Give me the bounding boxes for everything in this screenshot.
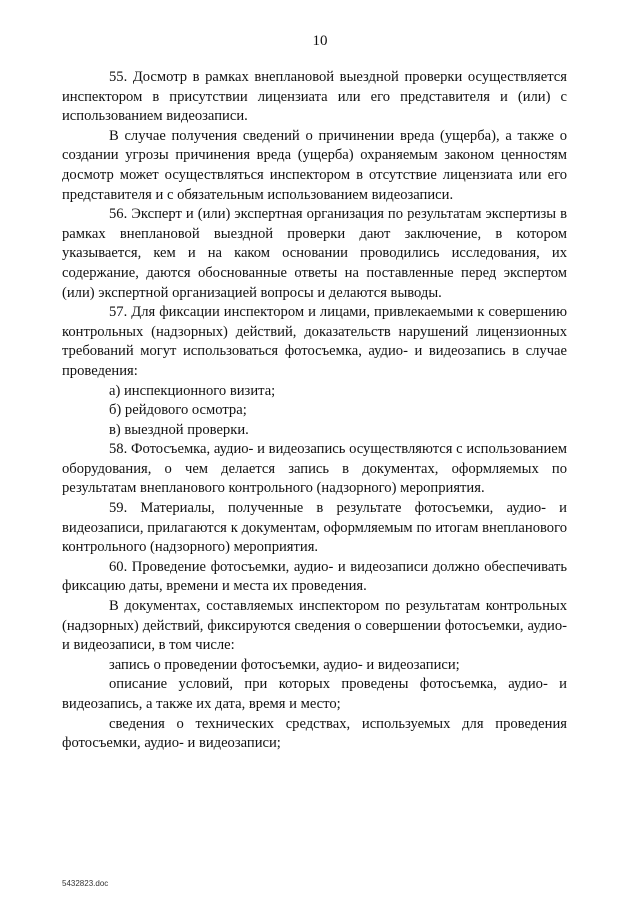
paragraph-59: 59. Материалы, полученные в результате фотосъемки, аудио- и видеозаписи, прилагаются к документам, оформляемым по итогам внепланового контрольного (надзорного) мероприятия. [62, 500, 567, 556]
page-number: 10 [312, 33, 328, 49]
list-item-field-check: в) выездной проверки. [109, 421, 249, 438]
paragraph-56: 56. Эксперт и (или) экспертная организация по результатам экспертизы в рамках внеплановой выездной проверки дают заключение, в котором указывается, кем и на каком основании проводились исследования, их содержание, даются обоснованные ответы на поставленные перед экспертом (или) экспертной организацией вопросы и делаются выводы. [62, 206, 567, 301]
list-item-conditions-description: описание условий, при которых проведены фотосъемка, аудио- и видеозапись, а также их дата, время и место; [62, 676, 567, 712]
list-item-inspection-visit: а) инспекционного визита; [109, 382, 276, 399]
list-item-raid-inspection: б) рейдового осмотра; [109, 402, 247, 419]
document-footer-id: 5432823.doc [62, 879, 109, 888]
paragraph-58: 58. Фотосъемка, аудио- и видеозапись осуществляются с использованием оборудования, о чем делается запись в документах, оформляемых по результатам внепланового контрольного (надзорного) мероприятия. [62, 441, 567, 497]
paragraph-harm-inspection: В случае получения сведений о причинении вреда (ущерба), а также о создании угрозы причинения вреда (ущерба) охраняемым законом ценностям досмотр может осуществляться инспектором в отсутствие лицензиата или его представителя и с обязательным использованием видеозаписи. [62, 127, 567, 203]
paragraph-55: 55. Досмотр в рамках внеплановой выездной проверки осуществляется инспектором в присутствии лицензиата или его представителя и (или) с использованием видеозаписи. [62, 69, 567, 125]
paragraph-60: 60. Проведение фотосъемки, аудио- и видеозаписи должно обеспечивать фиксацию даты, времени и места их проведения. [62, 558, 567, 595]
paragraph-57: 57. Для фиксации инспектором и лицами, привлекаемыми к совершению контрольных (надзорных) действий, доказательств нарушений лицензионных требований могут использоваться фотосъемка, аудио- и видеозапись в случае проведения: [62, 304, 567, 379]
paragraph-documents-record: В документах, составляемых инспектором по результатам контрольных (надзорных) действий, фиксируются сведения о совершении фотосъемки, аудио- и видеозаписи, в том числе: [62, 598, 567, 654]
list-item-record-entry: запись о проведении фотосъемки, аудио- и видеозаписи; [109, 656, 460, 673]
list-item-technical-means: сведения о технических средствах, используемых для проведения фотосъемки, аудио- и видеозаписи; [62, 715, 567, 752]
document-body [62, 68, 567, 754]
